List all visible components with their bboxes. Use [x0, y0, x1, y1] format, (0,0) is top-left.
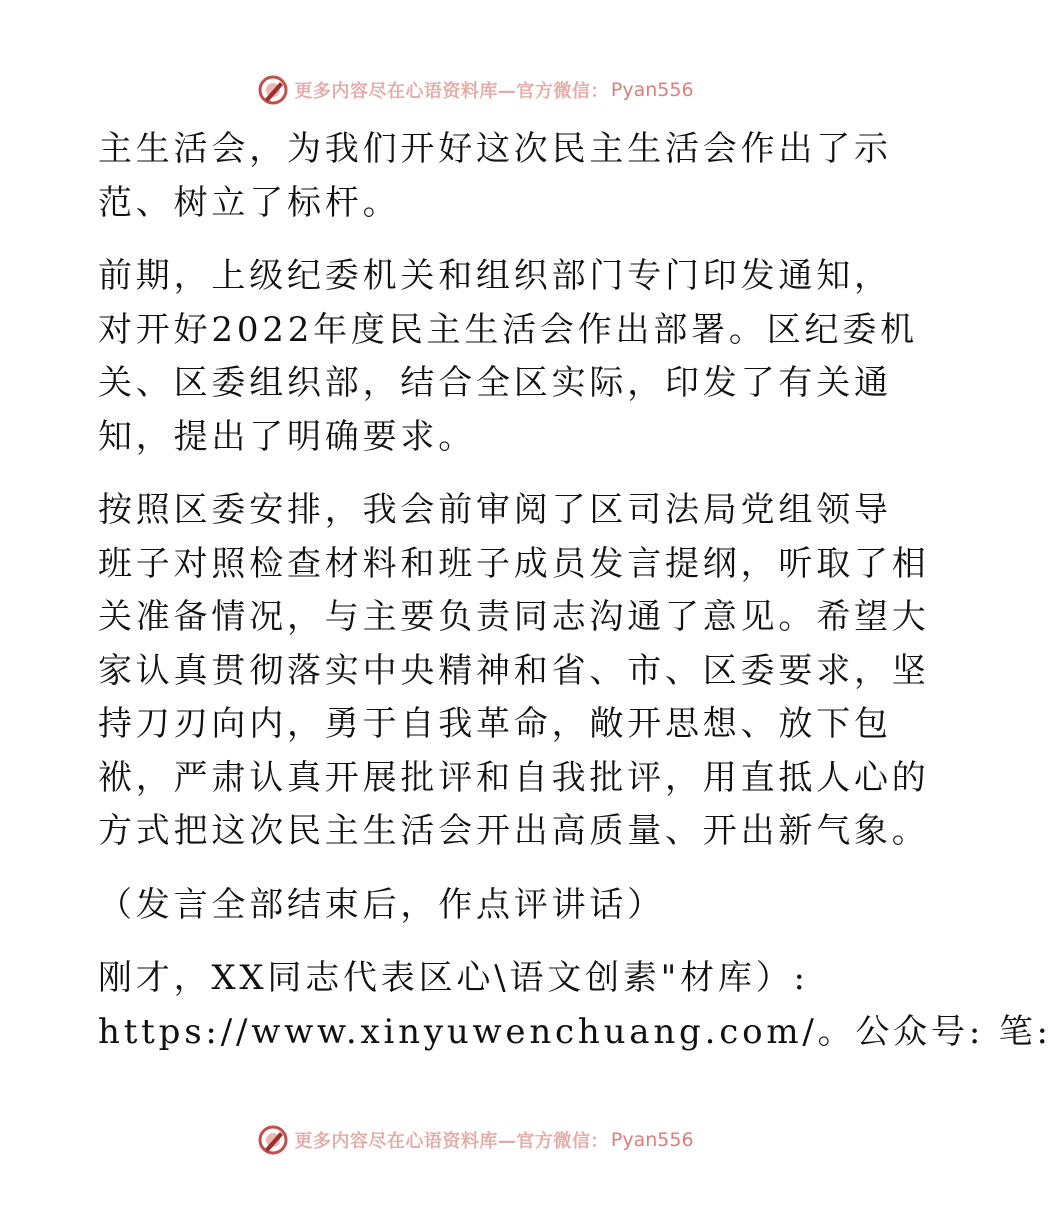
paragraph-2 — [98, 250, 918, 464]
text-line: 关、区委组织部，结合全区实际，印发了有关通 — [98, 363, 892, 403]
watermark-footer — [0, 1120, 950, 1160]
text-line: 范、树立了标杆。 — [98, 182, 401, 223]
text-line: （发言全部结束后，作点评讲话） — [98, 884, 665, 925]
text-line: 关准备情况，与主要负责同志沟通了意见。希望大 — [98, 597, 930, 637]
text-line: 家认真贯彻落实中央精神和省、市、区委要求，坚 — [98, 650, 930, 691]
watermark-text: 更多内容尽在心语资料库—官方微信： — [294, 1131, 609, 1152]
text-line: 按照区委安排，我会前审阅了区司法局党组领导 — [98, 490, 892, 530]
text-line: 方式把这次民主生活会开出高质量、开出新气象。 — [98, 811, 930, 851]
pen-logo-icon — [256, 1123, 290, 1157]
paragraph-1 — [98, 123, 892, 230]
text-line: 主生活会，为我们开好这次民主生活会作出了示 — [98, 129, 892, 169]
paragraph-5 — [98, 952, 1052, 1059]
text-line: https://www.xinyuwenchuang.com/。公众号: 笔: — [98, 1011, 1052, 1052]
paragraph-3 — [98, 484, 930, 859]
watermark-wechat-id: Pyan556 — [610, 79, 694, 101]
text-line: 知，提出了明确要求。 — [98, 416, 476, 457]
watermark-text: 更多内容尽在心语资料库—官方微信： — [294, 81, 609, 102]
watermark-header — [0, 70, 950, 110]
watermark-wechat-id: Pyan556 — [610, 1129, 694, 1151]
pen-logo-icon — [256, 73, 290, 107]
text-line: 班子对照检查材料和班子成员发言提纲，听取了相 — [98, 543, 930, 584]
text-line: 袱，严肃认真开展批评和自我批评，用直抵人心的 — [98, 757, 930, 798]
paragraph-4 — [98, 879, 858, 933]
document-body — [98, 123, 1052, 1059]
text-line: 刚才，XX同志代表区心\语文创素"材库）: — [98, 958, 809, 998]
text-line: 对开好2022年度民主生活会作出部署。区纪委机 — [98, 309, 918, 350]
text-line: 持刀刃向内，勇于自我革命，敞开思想、放下包 — [98, 704, 892, 744]
text-line: 前期，上级纪委机关和组织部门专门印发通知， — [98, 256, 892, 296]
